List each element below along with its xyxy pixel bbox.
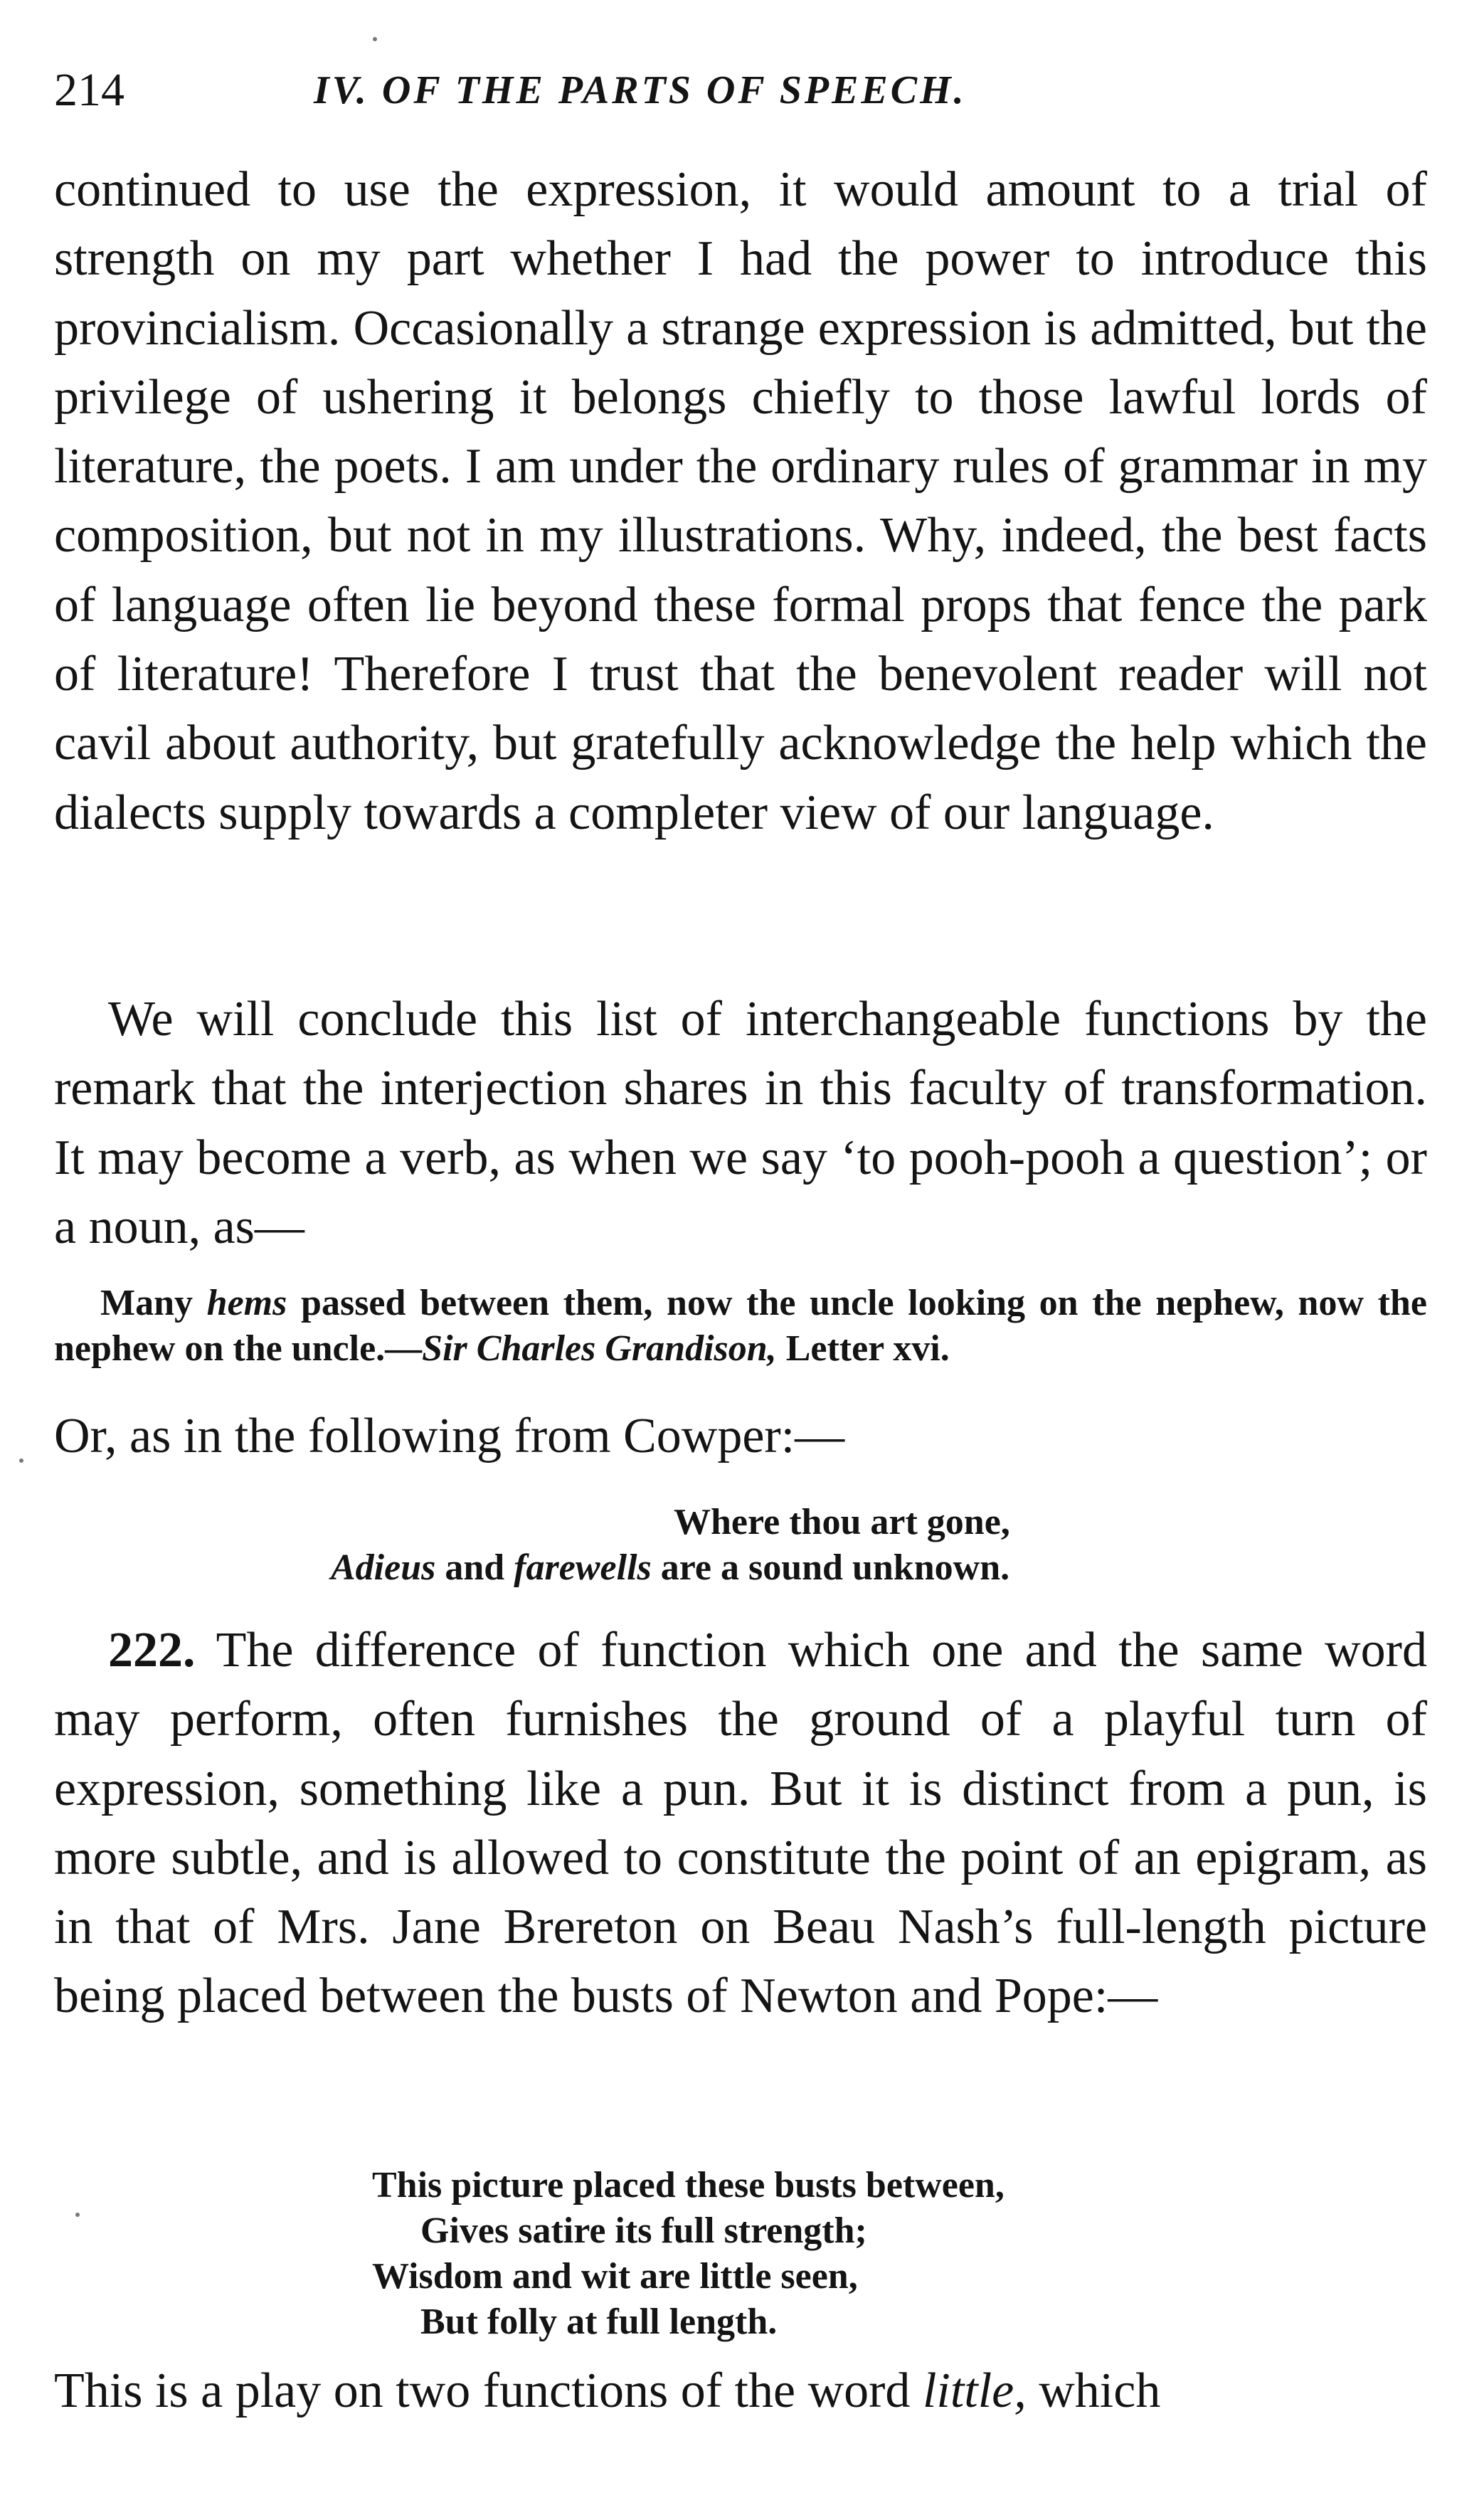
scan-speck	[19, 1458, 23, 1463]
section-222	[54, 1616, 1427, 2031]
quote-text-before: Many	[100, 1283, 207, 1323]
verse-line: Adieus and farewells are a sound unknown.	[331, 1547, 1010, 1588]
paragraph-interjection: We will conclude this list of interchangeable functions by the remark that the interjection shares in this faculty of transformation. It may become a verb, as when we say ‘to pooh-pooh a question’; or a noun, as—	[54, 992, 1427, 1254]
quote-emphasis: hems	[206, 1283, 287, 1323]
section-text: The difference of function which one and the same word may perform, often furnishes the ground of a playful turn of expression, something like a pun. But it is distinct from a pun, is more subtle, and is allowed to constitute the point of an epigram, as in that of Mrs. Jane Brereton on Beau Nash’s full-length picture being placed between the busts of Newton and Pope:—	[54, 1623, 1427, 2024]
page-number: 214	[54, 64, 124, 116]
verse-line: This picture placed these busts between,	[372, 2165, 1005, 2205]
verse-line: Where thou art gone,	[674, 1502, 1010, 1542]
quote-source-after: Letter xvi.	[776, 1328, 950, 1369]
verse-line: Gives satire its full strength;	[420, 2210, 867, 2251]
quotation-grandison	[54, 1281, 1427, 1372]
page-header	[54, 58, 1441, 122]
quote-text-after: passed between them, now the uncle looking on the nephew, now the nephew on the uncle.—	[54, 1283, 1427, 1369]
scan-speck	[75, 2213, 80, 2217]
paragraph-little: This is a play on two functions of the word little, which	[54, 2363, 1161, 2418]
verse-cowper	[331, 1500, 1010, 1591]
running-head: IV. OF THE PARTS OF SPEECH.	[314, 68, 967, 112]
verse-line: But folly at full length.	[420, 2302, 778, 2342]
section-number: 222.	[108, 1623, 196, 1678]
paragraph-cowper: Or, as in the following from Cowper:—	[54, 1409, 845, 1463]
verse-emphasis: Adieus	[331, 1547, 436, 1588]
paragraph-continued: continued to use the expression, it would amount to a trial of strength on my part whether I had the power to introduce this provincialism. Occasionally a strange expression is admitted, but the privilege of ushering it belongs chiefly to those lawful lords of literature, the poets. I am under the ordinary rules of grammar in my composition, but not in my illustrations. Why, indeed, the best facts of language often lie beyond these formal props that fence the park of literature! Therefore I trust that the benevolent reader will not cavil about authority, but gratefully acknowledge the help which the dialects supply towards a completer view of our language.	[54, 162, 1427, 840]
scan-speck	[373, 37, 377, 41]
verse-emphasis: farewells	[514, 1547, 652, 1588]
verse-epigram	[372, 2163, 1005, 2345]
quote-source: Sir Charles Grandison,	[422, 1328, 777, 1369]
word-emphasis: little,	[922, 2363, 1027, 2418]
verse-line: Wisdom and wit are little seen,	[372, 2256, 858, 2297]
